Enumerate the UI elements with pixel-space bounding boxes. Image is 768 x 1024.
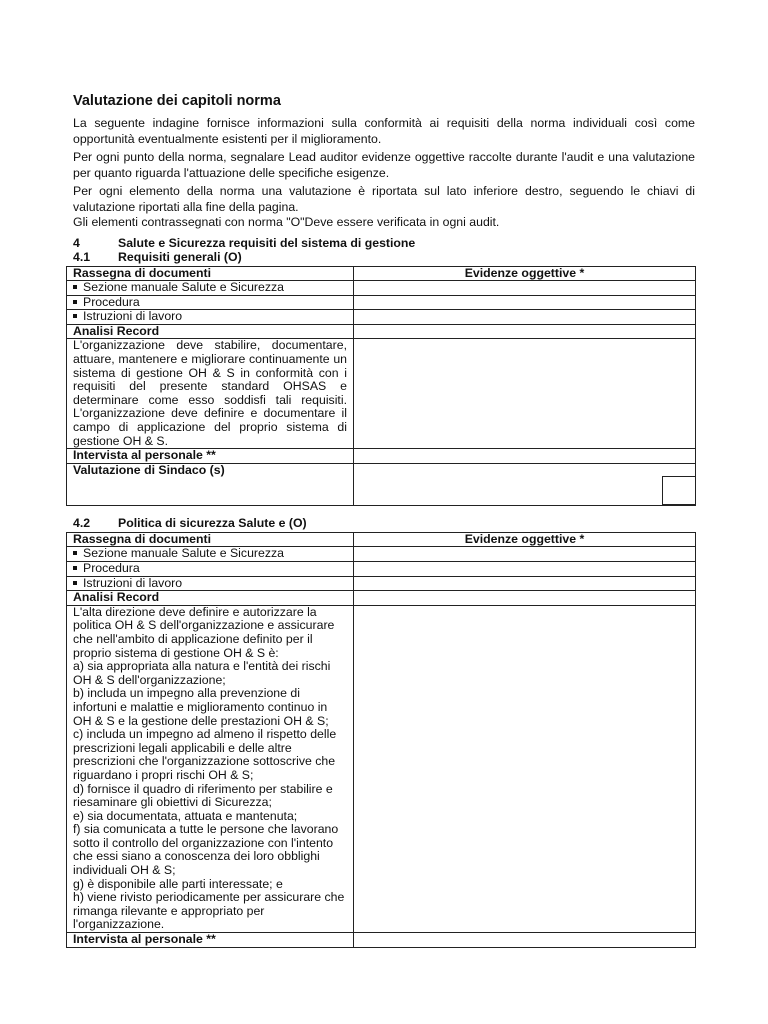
evidence-cell[interactable] [354,449,696,464]
doc-item-label: Istruzioni di lavoro [83,309,183,324]
evidence-cell[interactable] [354,576,696,591]
analysis-label: Analisi Record [67,324,354,339]
table-row [67,591,696,606]
evidence-cell[interactable] [354,324,696,339]
table-header-row [67,266,696,281]
section-number: 4.1 [73,249,91,264]
bullet-icon [73,581,77,585]
section-number: 4 [73,235,80,250]
bullet-icon [73,551,77,555]
col-header-evidence: Evidenze oggettive * [354,532,696,547]
table-row [67,295,696,310]
bullet-icon [73,285,77,289]
table-4-2 [66,532,696,948]
evidence-cell[interactable] [354,310,696,325]
table-row [67,605,696,932]
col-header-evidence: Evidenze oggettive * [354,266,696,281]
document-page [73,92,695,948]
section-number: 4.2 [73,515,91,530]
page-title: Valutazione dei capitoli norma [73,93,281,109]
doc-item [67,295,354,310]
evidence-cell[interactable] [354,562,696,577]
evaluation-label: Valutazione di Sindaco (s) [67,463,354,505]
section-title: Politica di sicurezza Salute e (O) [118,515,307,530]
section-4-heading [73,236,695,250]
analysis-label: Analisi Record [67,591,354,606]
evidence-cell[interactable] [354,281,696,296]
interview-label: Intervista al personale ** [67,449,354,464]
table-row [67,576,696,591]
doc-item [67,310,354,325]
evidence-cell[interactable] [354,295,696,310]
table-row [67,310,696,325]
doc-item [67,562,354,577]
requirement-text: L'organizzazione deve stabilire, documentare, attuare, mantenere e migliorare continuamente un sistema di gestione OH & S in conformità con i requisiti del presente standard OHSAS e determinare come esso soddisfi tali requisiti. L'organizzazione deve definire e documentare il campo di applicazione del proprio sistema di gestione OH & S. [67,339,354,449]
evidence-cell[interactable] [354,933,696,948]
table-row [67,449,696,464]
evidence-cell[interactable] [354,547,696,562]
evaluation-row [67,463,696,505]
bullet-icon [73,566,77,570]
bullet-icon [73,300,77,304]
section-title: Requisiti generali (O) [118,249,242,264]
intro-paragraph-3: Per ogni elemento della norma una valutazione è riportata sul lato inferiore destro, seguendo le chiavi di valutazione riportati alla fine della pagina. [73,184,695,214]
doc-item-label: Procedura [83,561,140,575]
evaluation-cell [354,463,696,505]
table-header-row [67,532,696,547]
table-row [67,324,696,339]
interview-label: Intervista al personale ** [67,933,354,948]
evidence-cell[interactable] [354,339,696,449]
table-row [67,547,696,562]
section-title: Salute e Sicurezza requisiti del sistema di gestione [118,235,416,250]
section-4-2-heading [73,516,695,530]
doc-item-label: Sezione manuale Salute e Sicurezza [83,546,284,561]
doc-item-label: Istruzioni di lavoro [83,575,183,590]
doc-item [67,281,354,296]
section-4-1-heading [73,250,695,264]
table-row [67,933,696,948]
table-row [67,339,696,449]
doc-item [67,576,354,591]
doc-item [67,547,354,562]
col-header-docs: Rassegna di documenti [67,266,354,281]
evidence-cell[interactable] [354,591,696,606]
requirement-text: L'alta direzione deve definire e autorizzare la politica OH & S dell'organizzazione e assicurare che nell'ambito di applicazione definito per il proprio sistema di gestione OH & S è: a) sia appropriata alla natura e l'entità dei rischi OH & S dell'organizzazione; b) includa un impegno alla prevenzione di infortuni e malattie e miglioramento continuo in OH & S e la gestione delle prestazioni OH & S; c) includa un impegno ad almeno il rispetto delle prescrizioni legali applicabili e delle altre prescrizioni che l'organizzazione sottoscrive che riguardano i propri rischi OH & S; d) fornisce il quadro di riferimento per stabilire e riesaminare gli obiettivi di Sicurezza; e) sia documentata, attuata e mantenuta; f) sia comunicata a tutte le persone che lavorano sotto il controllo del organizzazione con l'intento che essi siano a conoscenza dei loro obblighi individuali OH & S; g) è disponibile alle parti interessate; e h) viene rivisto periodicamente per assicurare che rimanga rilevante e appropriato per l'organizzazione. [67,605,354,932]
table-row [67,281,696,296]
intro-paragraph-4: Gli elementi contrassegnati con norma "O"Deve essere verificata in ogni audit. [73,215,500,229]
doc-item-label: Procedura [83,294,140,309]
col-header-docs: Rassegna di documenti [67,532,354,547]
evidence-cell[interactable] [354,605,696,932]
bullet-icon [73,314,77,318]
doc-item-label: Sezione manuale Salute e Sicurezza [83,280,284,295]
table-row [67,562,696,577]
intro-paragraph-1: La seguente indagine fornisce informazioni sulla conformità ai requisiti della norma individuali così come opportunità eventualmente esistenti per il miglioramento. [73,116,695,146]
intro-paragraph-2: Per ogni punto della norma, segnalare Lead auditor evidenze oggettive raccolte durante l'audit e una valutazione per quanto riguarda l'attuazione delle specifiche esigenze. [73,150,695,180]
evaluation-score-box[interactable] [662,476,696,505]
table-4-1 [66,266,696,506]
